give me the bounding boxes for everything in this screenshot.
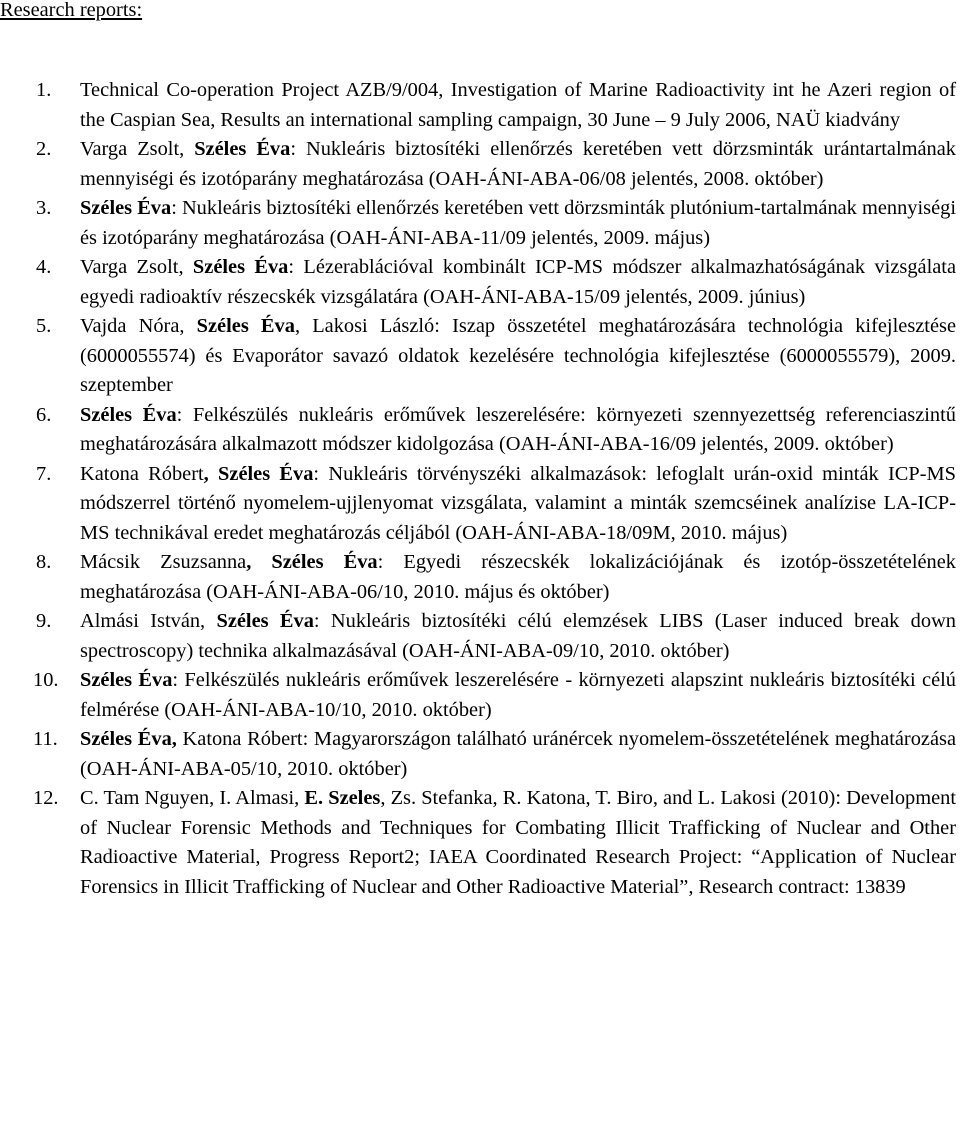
report-text — [80, 607, 956, 666]
report-text — [80, 401, 956, 460]
report-item — [36, 548, 956, 607]
report-text-segment: C. Tam Nguyen, I. Almasi, — [80, 787, 305, 809]
report-number: 7. — [36, 462, 52, 485]
report-number: 2. — [36, 138, 52, 160]
report-item — [36, 76, 956, 135]
report-number: 12. — [33, 787, 59, 809]
report-text-segment: Varga Zsolt, — [80, 256, 193, 278]
report-text — [80, 666, 956, 725]
report-text — [80, 135, 956, 194]
author-highlight: Széles Éva — [80, 669, 173, 691]
report-text-segment: Technical Co-operation Project AZB/9/004, Investigation of Marine Radioactivity int he Azeri region of the Caspian Sea, Results an international sampling campaign, 30 June – 9 July 2006, NAÜ kiadvány — [80, 79, 956, 131]
report-number: 9. — [36, 610, 52, 632]
report-text-segment: Katona Róbert — [80, 462, 204, 485]
report-text — [80, 784, 956, 902]
author-highlight: , Széles Éva — [246, 551, 378, 573]
report-text-segment: Katona Róbert: Magyarországon található uránércek nyomelem-összetételének meghatározása (OAH-ÁNI-ABA-05/10, 2010. október) — [80, 728, 956, 780]
report-text — [80, 76, 956, 135]
report-item — [33, 784, 956, 902]
report-number: 6. — [36, 403, 52, 426]
author-highlight: E. Szeles — [304, 787, 381, 809]
report-text-segment: Mácsik Zsuzsanna — [80, 551, 247, 573]
research-reports-list — [33, 76, 957, 902]
author-highlight: Széles Éva, — [80, 728, 177, 750]
report-number: 1. — [36, 79, 52, 101]
author-highlight: Széles Éva — [80, 197, 172, 219]
author-highlight: Széles Éva — [80, 403, 177, 426]
report-text-segment: , Zs. Stefanka, R. Katona, T. Biro, and L. Lakosi (2010): Development of Nuclear Forensic Methods and Techniques for Combating Illicit Trafficking of Nuclear and Other Radioactive Material, Progress Report2; IAEA Coordinated Research Project: “Application of Nuclear Forensics in Illicit Trafficking of Nuclear and Other Radioactive Material”, Research contract: 13839 — [80, 787, 956, 898]
report-item — [36, 460, 956, 549]
report-number: 5. — [36, 315, 52, 337]
report-item — [36, 194, 956, 253]
report-text-segment: , Lakosi László: Iszap összetétel meghatározására technológia kifejlesztése (6000055574) és Evaporátor savazó oldatok kezelésére technológia kifejlesztése (6000055579), 2009. szeptember — [80, 315, 957, 396]
author-highlight: Széles Éva — [216, 610, 314, 632]
author-highlight: , Széles Éva — [203, 462, 314, 485]
report-text-segment: : Lézerablációval kombinált ICP-MS módszer alkalmazhatóságának vizsgálata egyedi radioaktív részecskék vizsgálatára (OAH-ÁNI-ABA-15/09 jelentés, 2009. június) — [80, 256, 957, 308]
report-item — [33, 666, 956, 725]
report-text-segment: Vajda Nóra, — [80, 315, 197, 337]
report-number: 4. — [36, 256, 52, 278]
report-text-segment: : Felkészülés nukleáris erőművek leszerelésére: környezeti szennyezettség referenciaszintű meghatározására alkalmazott módszer kidolgozása (OAH-ÁNI-ABA-16/09 jelentés, 2009. október) — [80, 403, 956, 455]
report-text-segment: : Egyedi részecskék lokalizációjának és izotóp-összetételének meghatározása (OAH-ÁNI-ABA-06/10, 2010. május és október) — [80, 551, 956, 603]
report-text — [80, 460, 956, 549]
report-item — [36, 401, 956, 460]
report-text-segment: : Nukleáris biztosítéki ellenőrzés keretében vett dörzsminták plutónium-tartalmának mennyiségi és izotóparány meghatározása (OAH-ÁNI-ABA-11/09 jelentés, 2009. május) — [80, 197, 956, 249]
report-text-segment: Varga Zsolt, — [80, 138, 195, 160]
report-number: 11. — [33, 728, 58, 750]
section-heading: Research reports: — [0, 0, 143, 21]
report-item — [36, 607, 956, 666]
report-text-segment: : Nukleáris biztosítéki célú elemzések LIBS (Laser induced break down spectroscopy) technika alkalmazásával (OAH-ÁNI-ABA-09/10, 2010. október) — [80, 610, 956, 662]
report-text-segment: Almási István, — [80, 610, 217, 632]
report-text — [80, 253, 956, 312]
report-number: 8. — [36, 551, 52, 573]
report-text-segment: : Nukleáris törvényszéki alkalmazások: lefoglalt urán-oxid minták ICP-MS módszerrel történő nyomelem-ujjlenyomat vizsgálata, valamint a minták szemcséinek analízise LA-ICP-MS technikával eredet meghatározás céljából (OAH-ÁNI-ABA-18/09M, 2010. május) — [80, 462, 956, 544]
report-text — [80, 312, 956, 401]
author-highlight: Széles Éva — [196, 315, 295, 337]
report-text — [80, 725, 956, 784]
report-item — [33, 725, 956, 784]
report-text — [80, 194, 956, 253]
report-number: 10. — [33, 669, 59, 691]
report-number: 3. — [36, 197, 52, 219]
report-text — [80, 548, 956, 607]
report-item — [36, 135, 956, 194]
report-item — [36, 253, 956, 312]
author-highlight: Széles Éva — [194, 138, 291, 160]
report-text-segment: : Nukleáris biztosítéki ellenőrzés keretében vett dörzsminták urántartalmának mennyiségi és izotóparány meghatározása (OAH-ÁNI-ABA-06/08 jelentés, 2008. október) — [80, 138, 956, 190]
report-text-segment: : Felkészülés nukleáris erőművek leszerelésére - környezeti alapszint nukleáris biztosítéki célú felmérése (OAH-ÁNI-ABA-10/10, 2010. október) — [80, 669, 956, 721]
report-item — [36, 312, 956, 401]
author-highlight: Széles Éva — [192, 256, 289, 278]
